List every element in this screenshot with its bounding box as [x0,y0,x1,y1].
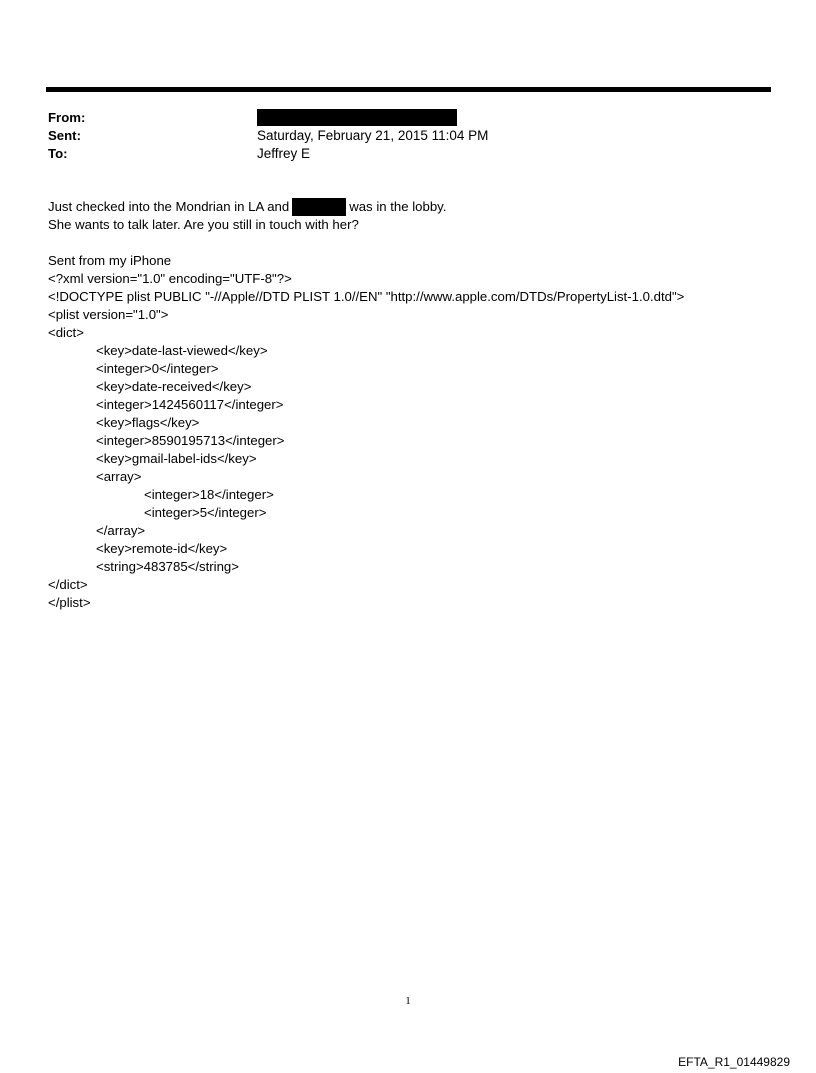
email-body [48,198,778,612]
redaction-box [257,109,457,126]
message-text: was in the lobby. [349,199,447,214]
message-text: Just checked into the Mondrian in LA and [48,199,290,214]
plist-line: <key>remote-id</key> [96,541,228,556]
plist-line: <integer>1424560117</integer> [96,397,284,412]
plist-line: <integer>18</integer> [144,487,274,502]
email-header [48,109,748,163]
plist-line: <integer>5</integer> [144,505,267,520]
to-value: Jeffrey E [257,146,311,161]
doctype-line: <!DOCTYPE plist PUBLIC "-//Apple//DTD PLIST 1.0//EN" "http://www.apple.com/DTDs/PropertyList-1.0.dtd"> [48,289,685,304]
plist-line: <array> [96,469,142,484]
to-label: To: [48,146,68,161]
to-row [48,145,748,163]
from-label: From: [48,110,86,125]
message-line-2: She wants to talk later. Are you still in touch with her? [48,217,359,232]
header-rule [46,87,771,92]
sent-value: Saturday, February 21, 2015 11:04 PM [257,128,489,143]
sent-label: Sent: [48,128,81,143]
plist-line: <key>date-last-viewed</key> [96,343,268,358]
redaction-box [292,198,346,216]
plist-line: <key>date-received</key> [96,379,252,394]
xml-declaration: <?xml version="1.0" encoding="UTF-8"?> [48,271,292,286]
blank-line [48,234,778,252]
plist-line: <key>gmail-label-ids</key> [96,451,257,466]
plist-line: <string>483785</string> [96,559,239,574]
dict-close: </dict> [48,577,88,592]
bates-number: EFTA_R1_01449829 [678,1055,790,1069]
plist-line: <key>flags</key> [96,415,200,430]
plist-open: <plist version="1.0"> [48,307,169,322]
sent-row [48,127,748,145]
page-number: 1 [405,995,411,1007]
plist-close: </plist> [48,595,91,610]
plist-line: <integer>8590195713</integer> [96,433,285,448]
plist-line: <integer>0</integer> [96,361,219,376]
from-row [48,109,748,127]
dict-open: <dict> [48,325,84,340]
message-line-1 [48,198,778,216]
signature: Sent from my iPhone [48,253,172,268]
plist-line: </array> [96,523,146,538]
